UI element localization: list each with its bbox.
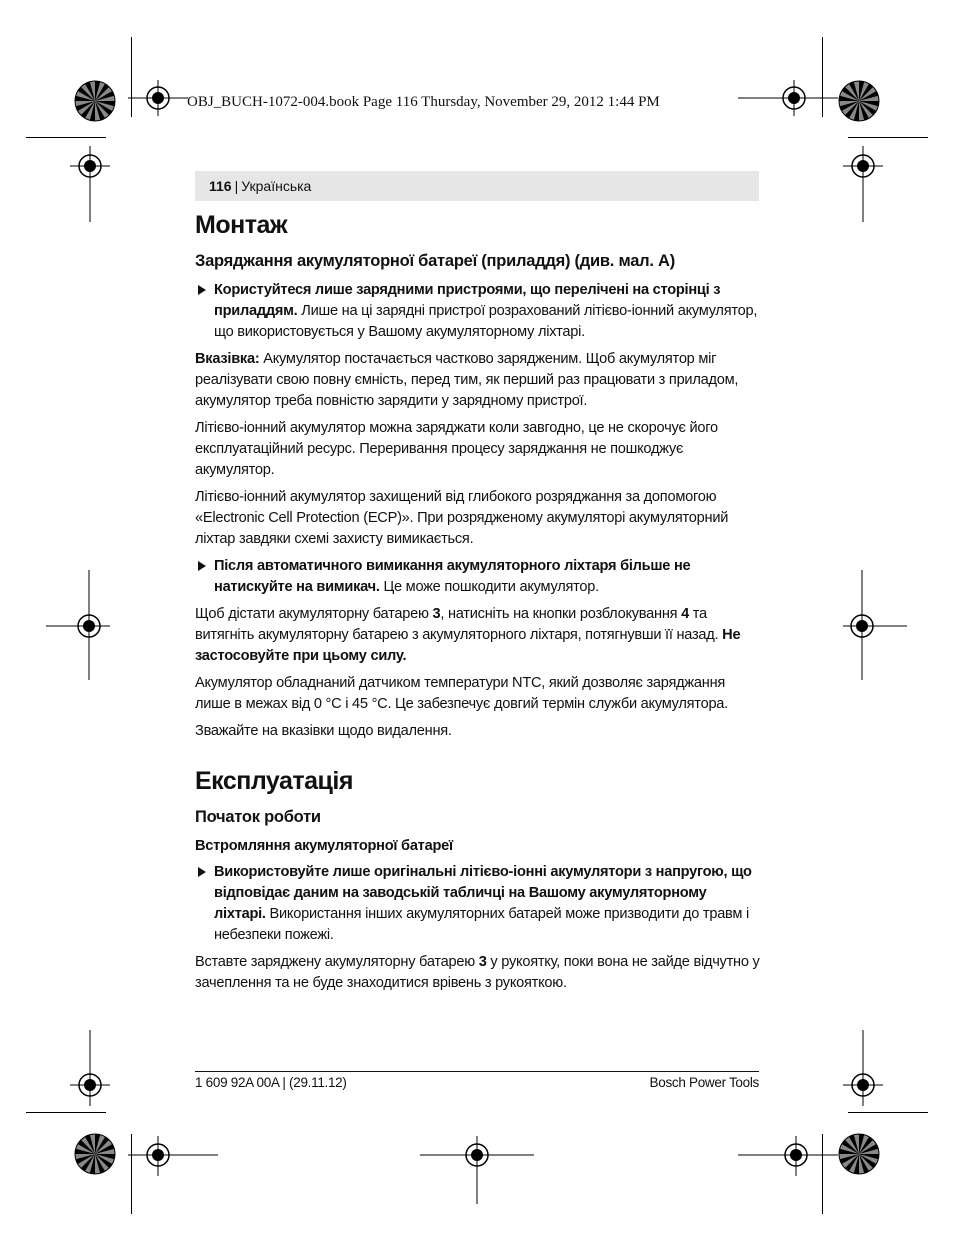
subsubsection-title-insert-battery: Встромляння акумуляторної батареї — [195, 838, 453, 854]
crop-mark — [848, 137, 928, 138]
footer-rule — [195, 1071, 759, 1072]
reference-number: 3 — [432, 606, 441, 622]
note-label: Вказівка: — [195, 351, 260, 367]
bullet-bold-text: Користуйтеся лише зарядними пристроями, що перелічені на сторінці з приладдям. — [214, 282, 721, 319]
bullet-bold-text: Використовуйте лише оригінальні літієво-іонні акумулятори з напругою, що відповідає даним на заводській табличці на Вашому акумуляторному ліхтарі. — [214, 864, 752, 922]
header-separator: | — [234, 178, 239, 194]
header-language: Українська — [241, 178, 312, 194]
starburst-target-icon — [838, 80, 880, 122]
registration-mark-icon — [128, 80, 188, 116]
footer-brand: Bosch Power Tools — [649, 1075, 759, 1090]
text-run: у рукоятку, поки вона не зайде відчутно у зачеплення та не буде знаходитися врівень з рукояткою. — [195, 954, 760, 991]
page-content — [195, 206, 761, 1000]
bullet-text: Це може пошкодити акумулятор. — [379, 579, 599, 595]
bold-warning-text: Не застосовуйте при цьому силу. — [195, 627, 741, 664]
bullet-triangle-icon — [198, 285, 206, 295]
page-number: 116 — [209, 178, 232, 194]
text-run: та витягніть акумуляторну батарею з акумуляторного ліхтаря, потягнувши її назад. — [195, 606, 723, 643]
registration-mark-icon — [843, 146, 883, 222]
registration-mark-icon — [46, 570, 110, 680]
bullet-triangle-icon — [198, 867, 206, 877]
print-slug-line: OBJ_BUCH-1072-004.book Page 116 Thursday, November 29, 2012 1:44 PM — [187, 94, 660, 110]
warning-bullet — [195, 556, 761, 598]
starburst-target-icon — [838, 1133, 880, 1175]
registration-mark-icon — [843, 570, 907, 680]
crop-mark — [848, 1112, 928, 1113]
bullet-text: Лише на ці зарядні пристрої розрахований літієво-іонний акумулятор, що використовується у Вашому акумуляторному ліхтарі. — [214, 303, 758, 340]
bullet-triangle-icon — [198, 561, 206, 571]
text-run: Вставте заряджену акумуляторну батарею — [195, 954, 479, 970]
paragraph: Літієво-іонний акумулятор можна заряджати коли завгодно, це не скорочує його експлуатаційний ресурс. Переривання процесу заряджання не пошкоджує акумулятор. — [195, 420, 718, 478]
text-run: Щоб дістати акумуляторну батарею — [195, 606, 433, 622]
subsection-title-charging: Заряджання акумуляторної батареї (приладдя) (див. мал. A) — [195, 252, 675, 270]
starburst-target-icon — [74, 1133, 116, 1175]
bullet-bold-text: Після автоматичного вимикання акумуляторного ліхтаря більше не натискуйте на вимикач. — [214, 558, 691, 595]
registration-mark-icon — [70, 146, 110, 222]
subsection-title-start: Початок роботи — [195, 808, 321, 826]
running-header — [195, 171, 759, 201]
warning-bullet — [195, 280, 761, 343]
section-title-montazh: Монтаж — [195, 211, 288, 239]
reference-number: 4 — [681, 606, 689, 622]
paragraph — [195, 952, 761, 994]
note-text: Акумулятор постачається частково зарядженим. Щоб акумулятор міг реалізувати свою повну ємність, перед тим, як перший раз працювати з приладом, акумулятор треба повністю зарядити у зарядному пристрої. — [195, 351, 739, 409]
reference-number: 3 — [478, 954, 487, 970]
paragraph — [195, 604, 761, 667]
bullet-text: Використання інших акумуляторних батарей може призводити до травм і небезпеки пожежі. — [214, 906, 749, 943]
registration-mark-icon — [738, 80, 838, 116]
paragraph: Акумулятор обладнаний датчиком температури NTC, який дозволяє заряджання лише в межах від 0 °C і 45 °C. Це забезпечує довгий термін служби акумулятора. — [195, 675, 728, 712]
starburst-target-icon — [74, 80, 116, 122]
registration-mark-icon — [843, 1030, 883, 1106]
paragraph: Зважайте на вказівки щодо видалення. — [195, 723, 452, 739]
registration-mark-icon — [70, 1030, 110, 1106]
registration-mark-icon — [738, 1136, 838, 1176]
crop-mark — [26, 137, 106, 138]
warning-bullet — [195, 862, 761, 946]
note-paragraph — [195, 349, 761, 412]
registration-mark-icon — [128, 1136, 218, 1176]
footer-doc-number: 1 609 92A 00A | (29.11.12) — [195, 1075, 347, 1090]
text-run: , натисніть на кнопки розблокування — [440, 606, 682, 622]
section-title-operation: Експлуатація — [195, 767, 353, 795]
section-gap — [195, 748, 761, 762]
registration-mark-icon — [420, 1136, 534, 1204]
crop-mark — [26, 1112, 106, 1113]
paragraph: Літієво-іонний акумулятор захищений від глибокого розряджання за допомогою «Electronic Cell Protection (ECP)». При розрядженому акумуляторі акумуляторний ліхтар завдяки схемі захисту вимикається. — [195, 489, 729, 547]
